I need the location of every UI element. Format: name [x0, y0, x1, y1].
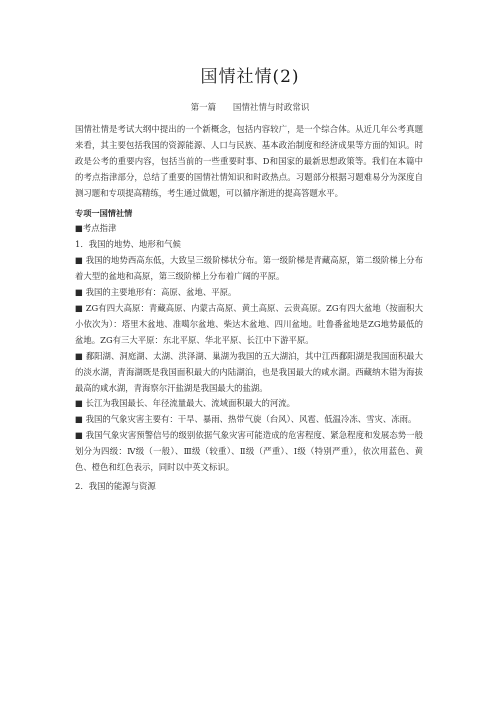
subsection-heading: ■考点指津 — [75, 223, 117, 234]
bullet-paragraph: ■ 我国的地势西高东低，大致呈三级阶梯状分布。第一级阶梯是青藏高原，第二级阶梯上分布着大型的盆地和高原，第三级阶梯上分布着广阔的平原。 — [75, 255, 423, 282]
bullet-paragraph: ■ 我国气象灾害预警信号的级别依据气象灾害可能造成的危害程度、紧急程度和发展态势一般划分为四级：Ⅳ级（一般）、Ⅲ级（较重）、Ⅱ级（严重）、Ⅰ级（特别严重），依次用蓝色、黄色、橙色和红色表示，同时以中英文标识。 — [75, 430, 423, 473]
section-heading: 专项一国情社情 — [75, 207, 133, 218]
topic-heading: 1．我国的地势、地形和气候 — [75, 239, 181, 250]
bullet-paragraph: ■ 长江为我国最长、年径流量最大、流域面积最大的河流。 — [75, 398, 295, 409]
document-subtitle: 第一篇 国情社情与时政常识 — [190, 103, 310, 113]
bullet-paragraph: ■ 我国的主要地形有：高原、盆地、平原。 — [75, 287, 237, 298]
document-body — [75, 122, 423, 495]
intro-paragraph: 国情社情是考试大纲中提出的一个新概念，包括内容较广，是一个综合体。从近几年公考真题来看，其主要包括我国的资源能源、人口与民族、基本政治制度和经济成果等方面的知识。时政是公考的重要内容，包括当前的一些重要时事、D和国家的最新思想政策等。我们在本篇中的考点指津部分，总结了重要的国情社情知识和时政热点。习题部分根据习题难易分为深度自测习题和专项提高精练，考生通过做题，可以循序渐进的提高答题水平。 — [75, 124, 423, 198]
bullet-paragraph: ■ ZG有四大高原：青藏高原、内蒙古高原、黄土高原、云贵高原。ZG有四大盆地（按面积大小依次为）：塔里木盆地、准噶尔盆地、柴达木盆地、四川盆地。吐鲁番盆地是ZG地势最低的盆地。ZG有三大平原：东北平原、华北平原、长江中下游平原。 — [75, 302, 423, 345]
bullet-paragraph: ■ 鄱阳湖、洞庭湖、太湖、洪泽湖、巢湖为我国的五大湖泊，其中江西鄱阳湖是我国面积最大的淡水湖，青海湖既是我国面积最大的内陆湖泊，也是我国最大的咸水湖。西藏纳木错为海拔最高的咸水湖，青海察尔汗盐湖是我国最大的盐湖。 — [75, 350, 423, 393]
bullet-paragraph: ■ 我国的气象灾害主要有：干旱、暴雨、热带气旋（台风）、风雹、低温冷冻、雪灾、冻雨。 — [75, 414, 417, 425]
topic-heading: 2．我国的能源与资源 — [75, 480, 156, 491]
document-title: 国情社情(2) — [200, 67, 300, 87]
